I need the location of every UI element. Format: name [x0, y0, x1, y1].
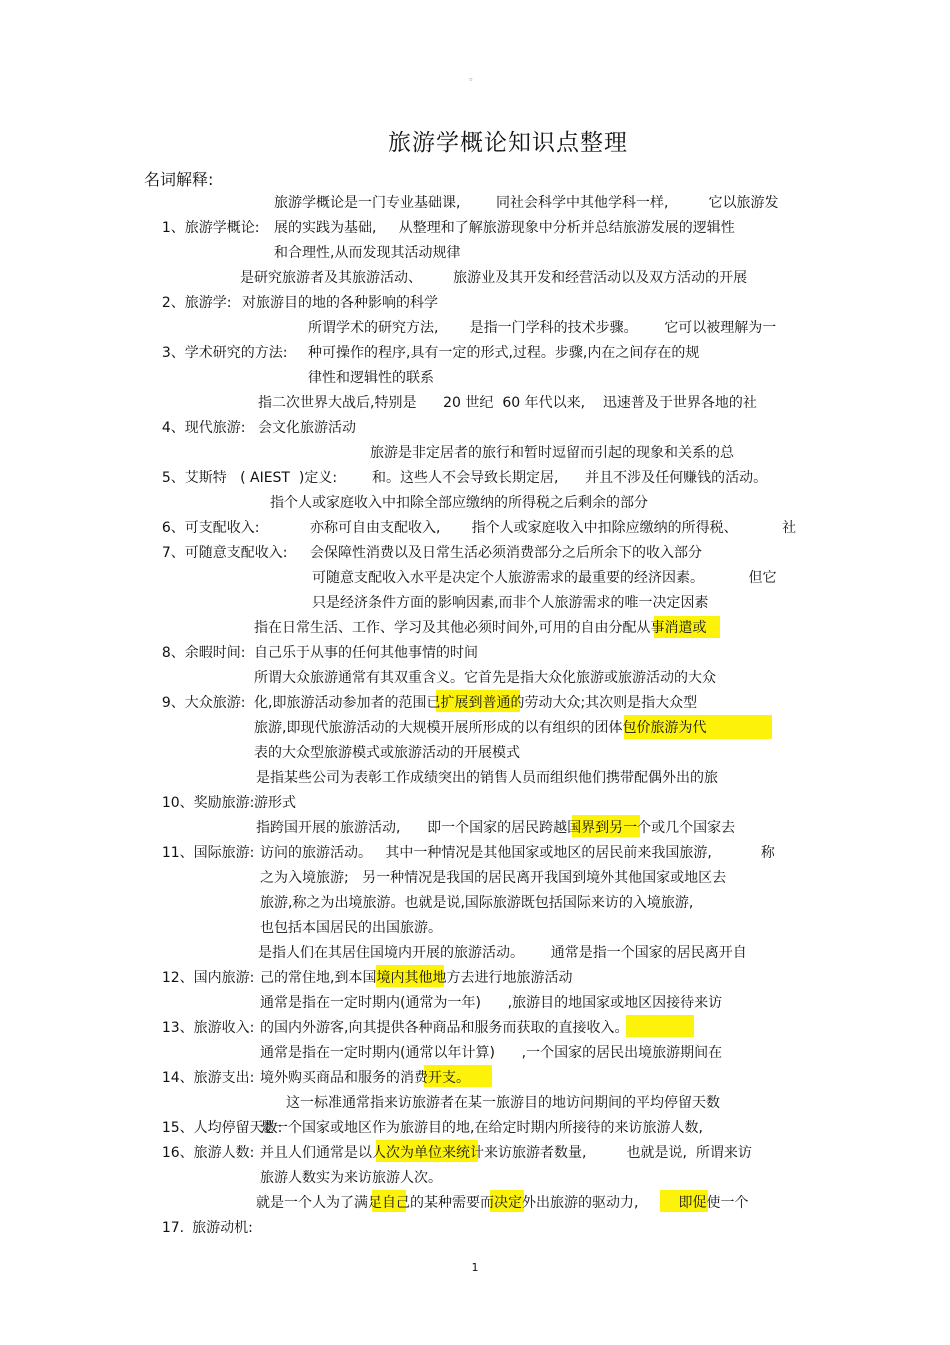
entry-line: 化,即旅游活动参加者的范围已扩展到普通的劳动大众;其次则是指大众型 — [254, 695, 698, 711]
entry-term: 可支配收入: — [184, 520, 260, 536]
entry-line: 是研究旅游者及其旅游活动、 旅游业及其开发和经营活动以及双方活动的开展 — [240, 270, 748, 286]
entry-number: 6、 — [161, 520, 185, 536]
page-title: 旅游学概论知识点整理 — [388, 130, 628, 156]
entry-number: 5、 — [161, 470, 185, 486]
top-mark: 。 — [469, 72, 479, 83]
entry-line: 通常是指在一定时期内(通常为一年) ,旅游目的地国家或地区因接待来访 — [260, 995, 723, 1011]
entry-line: 是一个国家或地区作为旅游目的地,在给定时期内所接待的来访旅游人数, — [260, 1120, 703, 1136]
entry-term: 大众旅游: — [184, 695, 246, 711]
entry-line: 和合理性,从而发现其活动规律 — [274, 245, 461, 261]
entry-number: 12、 — [161, 970, 194, 986]
entry-line: 己的常住地,到本国境内其他地方去进行地旅游活动 — [260, 970, 573, 986]
entry-line: 律性和逻辑性的联系 — [308, 370, 434, 386]
entry-term: 旅游学: — [184, 295, 232, 311]
entry-line: 旅游学概论是一门专业基础课, 同社会科学中其他学科一样, 它以旅游发 — [274, 195, 779, 211]
entry-term: 现代旅游: — [184, 420, 246, 436]
entry-term: 奖励旅游: — [193, 795, 255, 811]
entry-line: 旅游是非定居者的旅行和暂时逗留而引起的现象和关系的总 — [370, 445, 734, 461]
page-number: 1 — [471, 1261, 479, 1274]
entry-line: 可随意支配收入水平是决定个人旅游需求的最重要的经济因素。 但它 — [312, 570, 777, 586]
entry-line: 境外购买商品和服务的消费开支。 — [260, 1070, 470, 1086]
entry-line: 只是经济条件方面的影响因素,而非个人旅游需求的唯一决定因素 — [312, 595, 709, 611]
entry-line: 是指某些公司为表彰工作成绩突出的销售人员而组织他们携带配偶外出的旅 — [256, 770, 718, 786]
entry-line: 指个人或家庭收入中扣除全部应缴纳的所得税之后剩余的部分 — [270, 495, 648, 511]
entry-line: 游形式 — [254, 795, 296, 811]
entry-line: 表的大众型旅游模式或旅游活动的开展模式 — [254, 745, 520, 761]
entry-term: 旅游人数: — [193, 1145, 255, 1161]
entry-number: 4、 — [161, 420, 185, 436]
entry-number: 17. — [161, 1220, 185, 1236]
entry-line: 旅游,即现代旅游活动的大规模开展所形成的以有组织的团体包价旅游为代 — [254, 720, 707, 736]
entry-line: 亦称可自由支配收入, 指个人或家庭收入中扣除应缴纳的所得税、 社 — [310, 520, 797, 536]
entry-term: 旅游学概论: — [184, 220, 260, 236]
entry-line: 通常是指在一定时期内(通常以年计算) ,一个国家的居民出境旅游期间在 — [260, 1045, 723, 1061]
entry-line: 旅游人数实为来访旅游人次。 — [260, 1170, 442, 1186]
entry-number: 10、 — [161, 795, 194, 811]
entry-term: 国际旅游: — [193, 845, 255, 861]
entry-number: 1、 — [161, 220, 185, 236]
entry-line: 指在日常生活、工作、学习及其他必须时间外,可用的自由分配从事消遣或 — [254, 620, 707, 636]
entry-term: 旅游收入: — [193, 1020, 255, 1036]
entry-number: 14、 — [161, 1070, 194, 1086]
section-heading: 名词解释: — [144, 170, 214, 189]
entry-line: 所谓大众旅游通常有其双重含义。它首先是指大众化旅游或旅游活动的大众 — [254, 670, 716, 686]
entry-line: 和。这些人不会导致长期定居, 并且不涉及任何赚钱的活动。 — [372, 470, 768, 486]
entry-term: 学术研究的方法: — [184, 345, 288, 361]
entry-line: 所谓学术的研究方法, 是指一门学科的技术步骤。 它可以被理解为一 — [308, 320, 777, 336]
entry-number: 8、 — [161, 645, 185, 661]
entry-line: 并且人们通常是以人次为单位来统计来访旅游者数量, 也就是说, 所谓来访 — [260, 1145, 752, 1161]
entry-line: 指二次世界大战后,特别是 20 世纪 60 年代以来, 迅速普及于世界各地的社 — [258, 395, 757, 411]
entry-line: 也包括本国居民的出国旅游。 — [260, 920, 442, 936]
entry-term: 艾斯特 ( AIEST )定义: — [184, 470, 338, 486]
entry-term: 人均停留天数: — [193, 1120, 283, 1136]
entry-line: 对旅游目的地的各种影响的科学 — [242, 295, 438, 311]
entry-term: 国内旅游: — [193, 970, 255, 986]
entry-number: 3、 — [161, 345, 185, 361]
entry-line: 访问的旅游活动。 其中一种情况是其他国家或地区的居民前来我国旅游, 称 — [260, 845, 775, 861]
entry-line: 之为入境旅游; 另一种情况是我国的居民离开我国到境外其他国家或地区去 — [260, 870, 727, 886]
entry-line: 会保障性消费以及日常生活必须消费部分之后所余下的收入部分 — [310, 545, 702, 561]
entry-line: 这一标准通常指来访旅游者在某一旅游目的地访问期间的平均停留天数 — [286, 1095, 720, 1111]
highlight-mark — [626, 1015, 694, 1037]
entry-line: 是指人们在其居住国境内开展的旅游活动。 通常是指一个国家的居民离开自 — [258, 945, 747, 961]
entry-line: 会文化旅游活动 — [258, 420, 356, 436]
entry-number: 11、 — [161, 845, 194, 861]
entry-line: 展的实践为基础, 从整理和了解旅游现象中分析并总结旅游发展的逻辑性 — [274, 220, 735, 236]
entry-number: 13、 — [161, 1020, 194, 1036]
entry-line: 种可操作的程序,具有一定的形式,过程。步骤,内在之间存在的规 — [308, 345, 700, 361]
entry-number: 2、 — [161, 295, 185, 311]
entry-number: 7、 — [161, 545, 185, 561]
entry-number: 16、 — [161, 1145, 194, 1161]
entry-number: 9、 — [161, 695, 185, 711]
entry-line: 旅游,称之为出境旅游。也就是说,国际旅游既包括国际来访的入境旅游, — [260, 895, 694, 911]
entry-line: 的国内外游客,向其提供各种商品和服务而获取的直接收入。 — [260, 1020, 629, 1036]
entry-line: 自己乐于从事的任何其他事情的时间 — [254, 645, 478, 661]
entry-line: 就是一个人为了满足自己的某种需要而决定外出旅游的驱动力, 即促使一个 — [256, 1195, 749, 1211]
entry-term: 旅游支出: — [193, 1070, 255, 1086]
entry-term: 余暇时间: — [184, 645, 246, 661]
entry-line: 指跨国开展的旅游活动, 即一个国家的居民跨越国界到另一个或几个国家去 — [256, 820, 736, 836]
entry-term: 旅游动机: — [192, 1220, 253, 1236]
entry-term: 可随意支配收入: — [184, 545, 288, 561]
entry-17 — [144, 1191, 749, 1266]
entry-number: 15、 — [161, 1120, 194, 1136]
